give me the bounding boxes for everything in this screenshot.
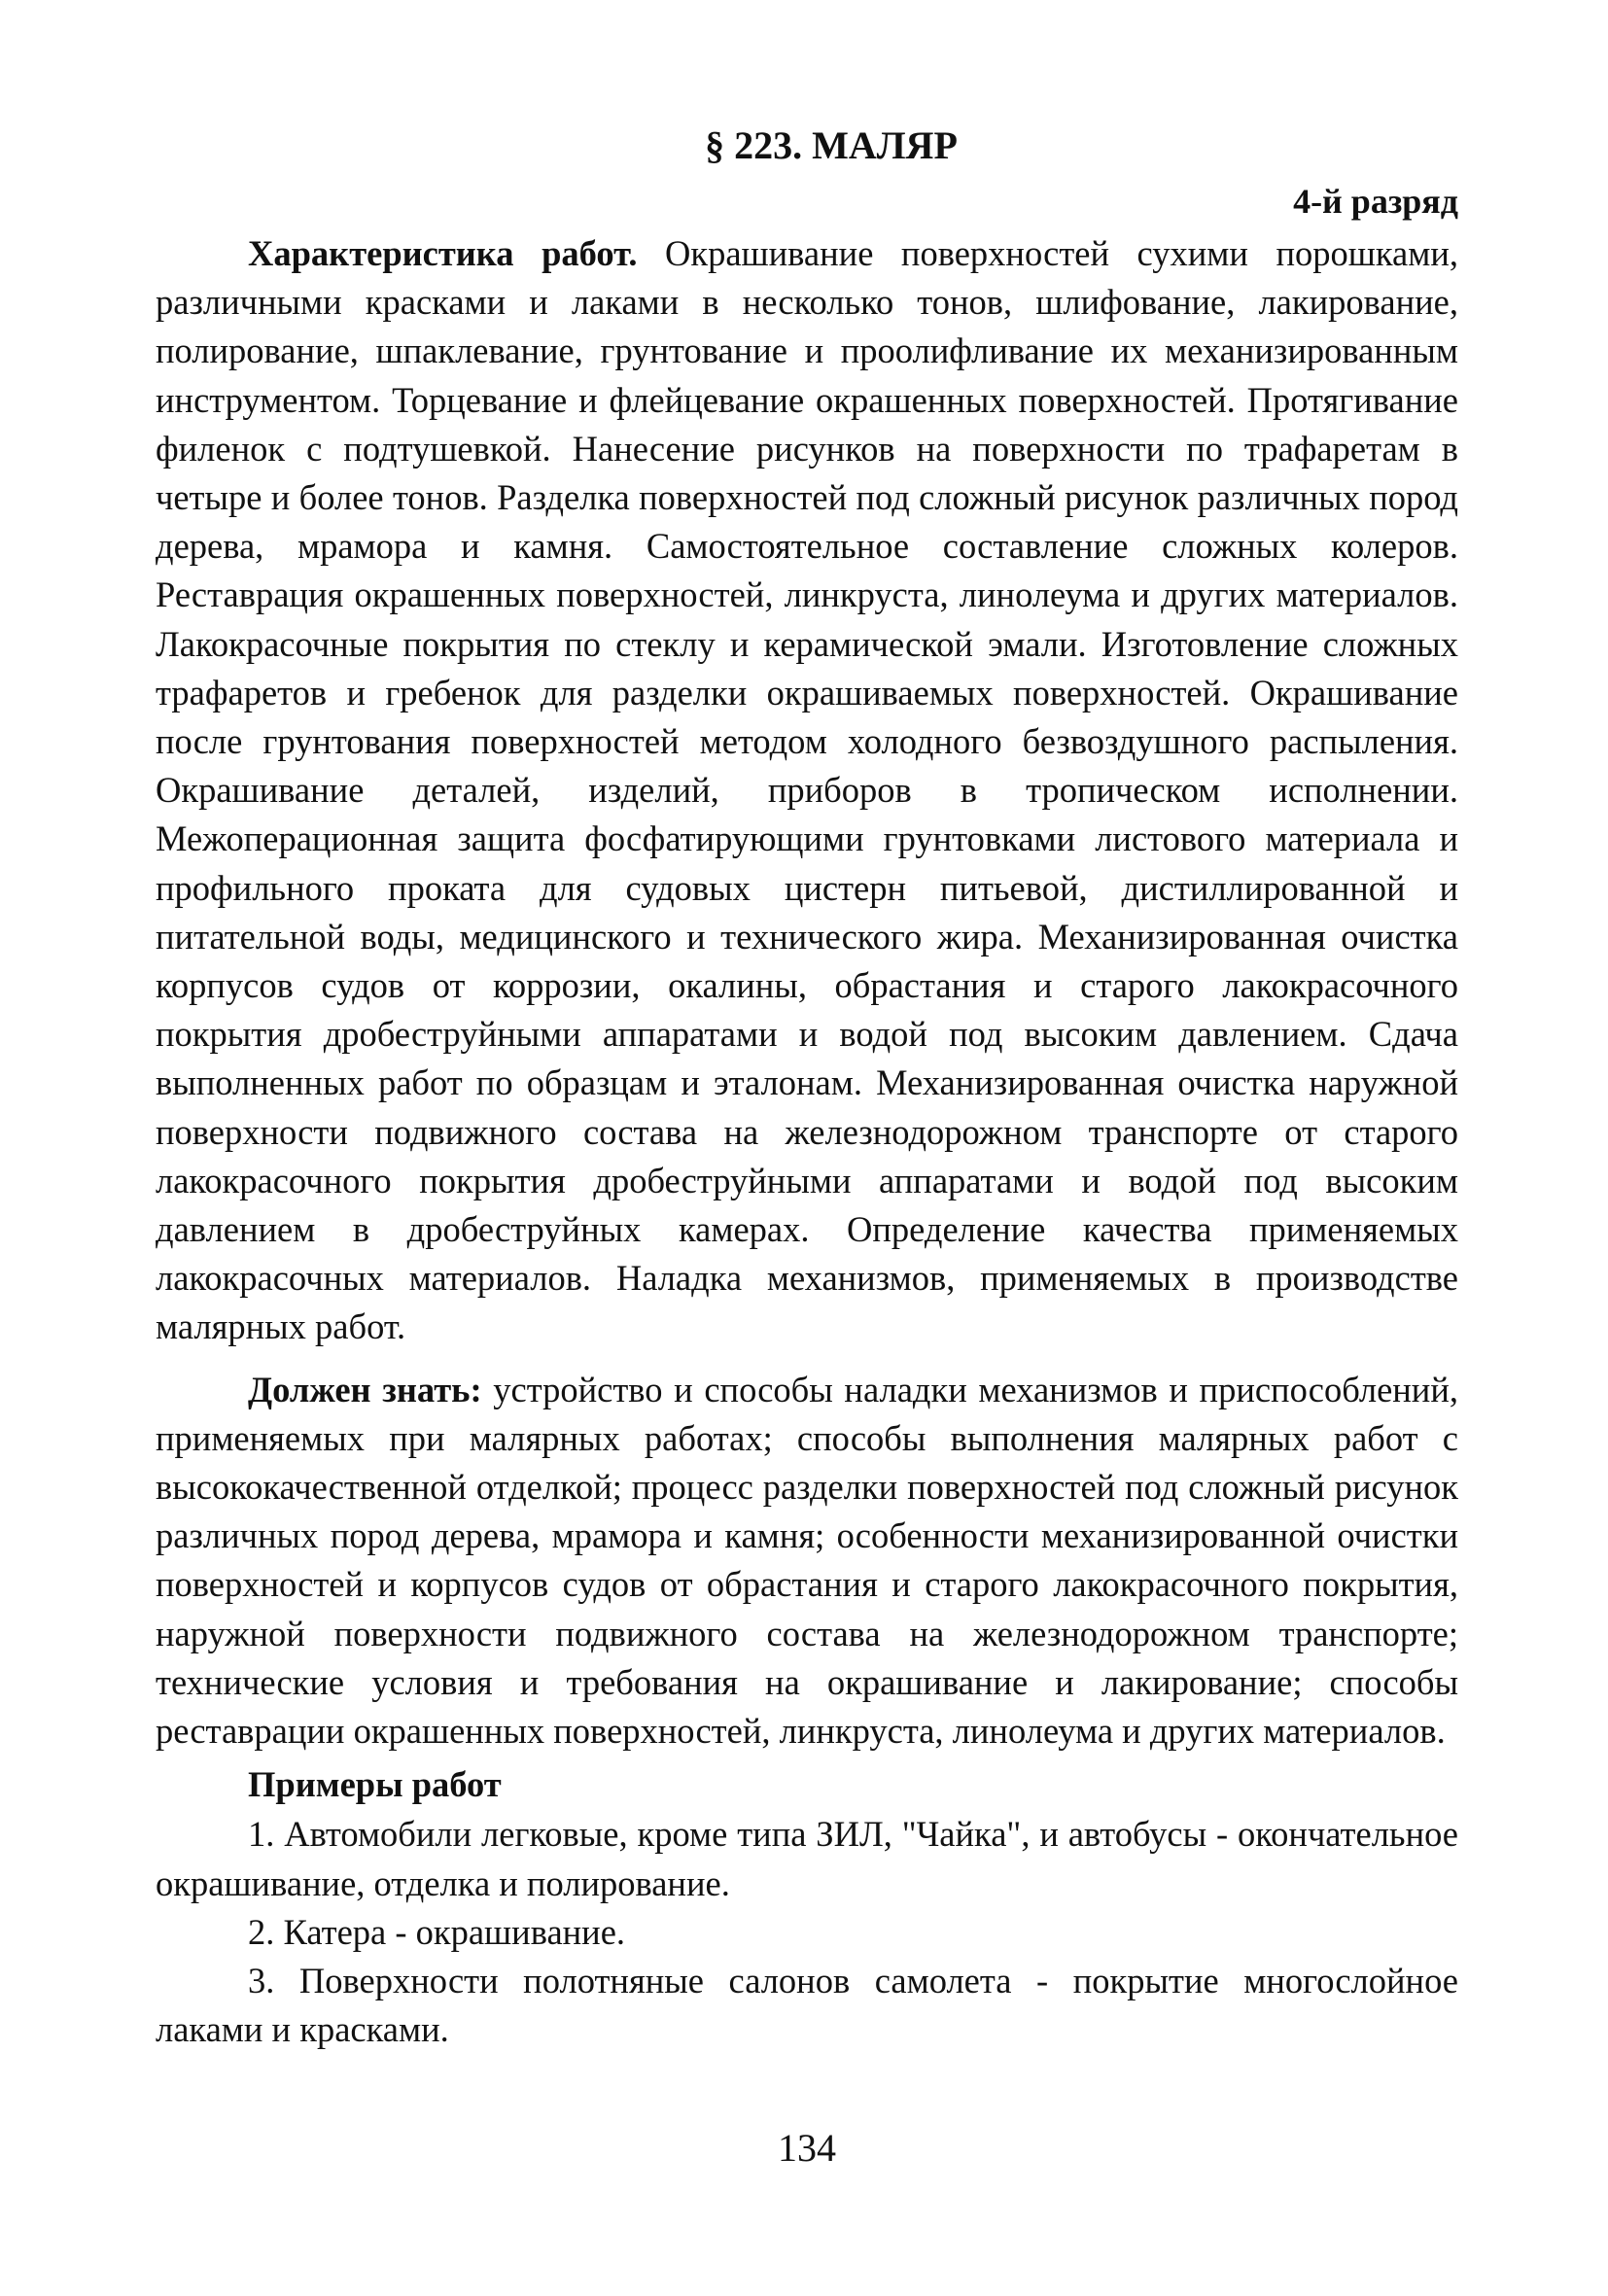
grade-label: 4-й разряд [1293, 182, 1458, 221]
characteristics-paragraph [156, 229, 1458, 1352]
characteristics-text: Окрашивание поверхностей сухими порошками, различными красками и лаками в несколько тонов, шлифование, лакирование, полирование, шпаклевание, грунтование и проолифливание их механизированным инструментом. Торцевание и флейцевание окрашенных поверхностей. Протягивание филенок с подтушевкой. Нанесение рисунков на поверхности по трафаретам в четыре и более тонов. Разделка поверхностей под сложный рисунок различных пород дерева, мрамора и камня. Самостоятельное составление сложных колеров. Реставрация окрашенных поверхностей, линкруста, линолеума и других материалов. Лакокрасочные покрытия по стеклу и керамической эмали. Изготовление сложных трафаретов и гребенок для разделки окрашиваемых поверхностей. Окрашивание после грунтования поверхностей методом холодного безвоздушного распыления. Окрашивание деталей, изделий, приборов в тропическом исполнении. Межоперационная защита фосфатирующими грунтовками листового материала и профильного проката для судовых цистерн питьевой, дистиллированной и питательной воды, медицинского и технического жира. Механизированная очистка корпусов судов от коррозии, окалины, обрастания и старого лакокрасочного покрытия дробеструйными аппаратами и водой под высоким давлением. Сдача выполненных работ по образцам и эталонам. Механизированная очистка наружной поверхности подвижного состава на железнодорожном транспорте от старого лакокрасочного покрытия дробеструйными аппаратами и водой под высоким давлением в дробеструйных камерах. Определение качества применяемых лакокрасочных материалов. Наладка механизмов, применяемых в производстве малярных работ. [156, 233, 1458, 1347]
must-know-label: Должен знать: [248, 1369, 482, 1409]
document-page [156, 117, 1458, 2255]
characteristics-label: Характеристика работ. [248, 233, 638, 273]
page-number: 134 [778, 2126, 836, 2170]
section-title: § 223. МАЛЯР [705, 123, 958, 167]
examples-heading: Примеры работ [248, 1764, 502, 1805]
example-item-3: 3. Поверхности полотняные салонов самолета - покрытие многослойное лаками и красками. [156, 1960, 1458, 2050]
must-know-paragraph [156, 1366, 1458, 1757]
must-know-text: устройство и способы наладки механизмов и приспособлений, применяемых при малярных работах; способы выполнения малярных работ с высококачественной отделкой; процесс разделки поверхностей под сложный рисунок различных пород дерева, мрамора и камня; особенности механизированной очистки поверхностей и корпусов судов от обрастания и старого лакокрасочного покрытия, наружной поверхности подвижного состава на железнодорожном транспорте; технические условия и требования на окрашивание и лакирование; способы реставрации окрашенных поверхностей, линкруста, линолеума и других материалов. [156, 1369, 1458, 1752]
example-item-1: 1. Автомобили легковые, кроме типа ЗИЛ, "Чайка", и автобусы - окончательное окрашивание, отделка и полирование. [156, 1814, 1458, 1903]
example-item-2: 2. Катера - окрашивание. [248, 1911, 626, 1952]
